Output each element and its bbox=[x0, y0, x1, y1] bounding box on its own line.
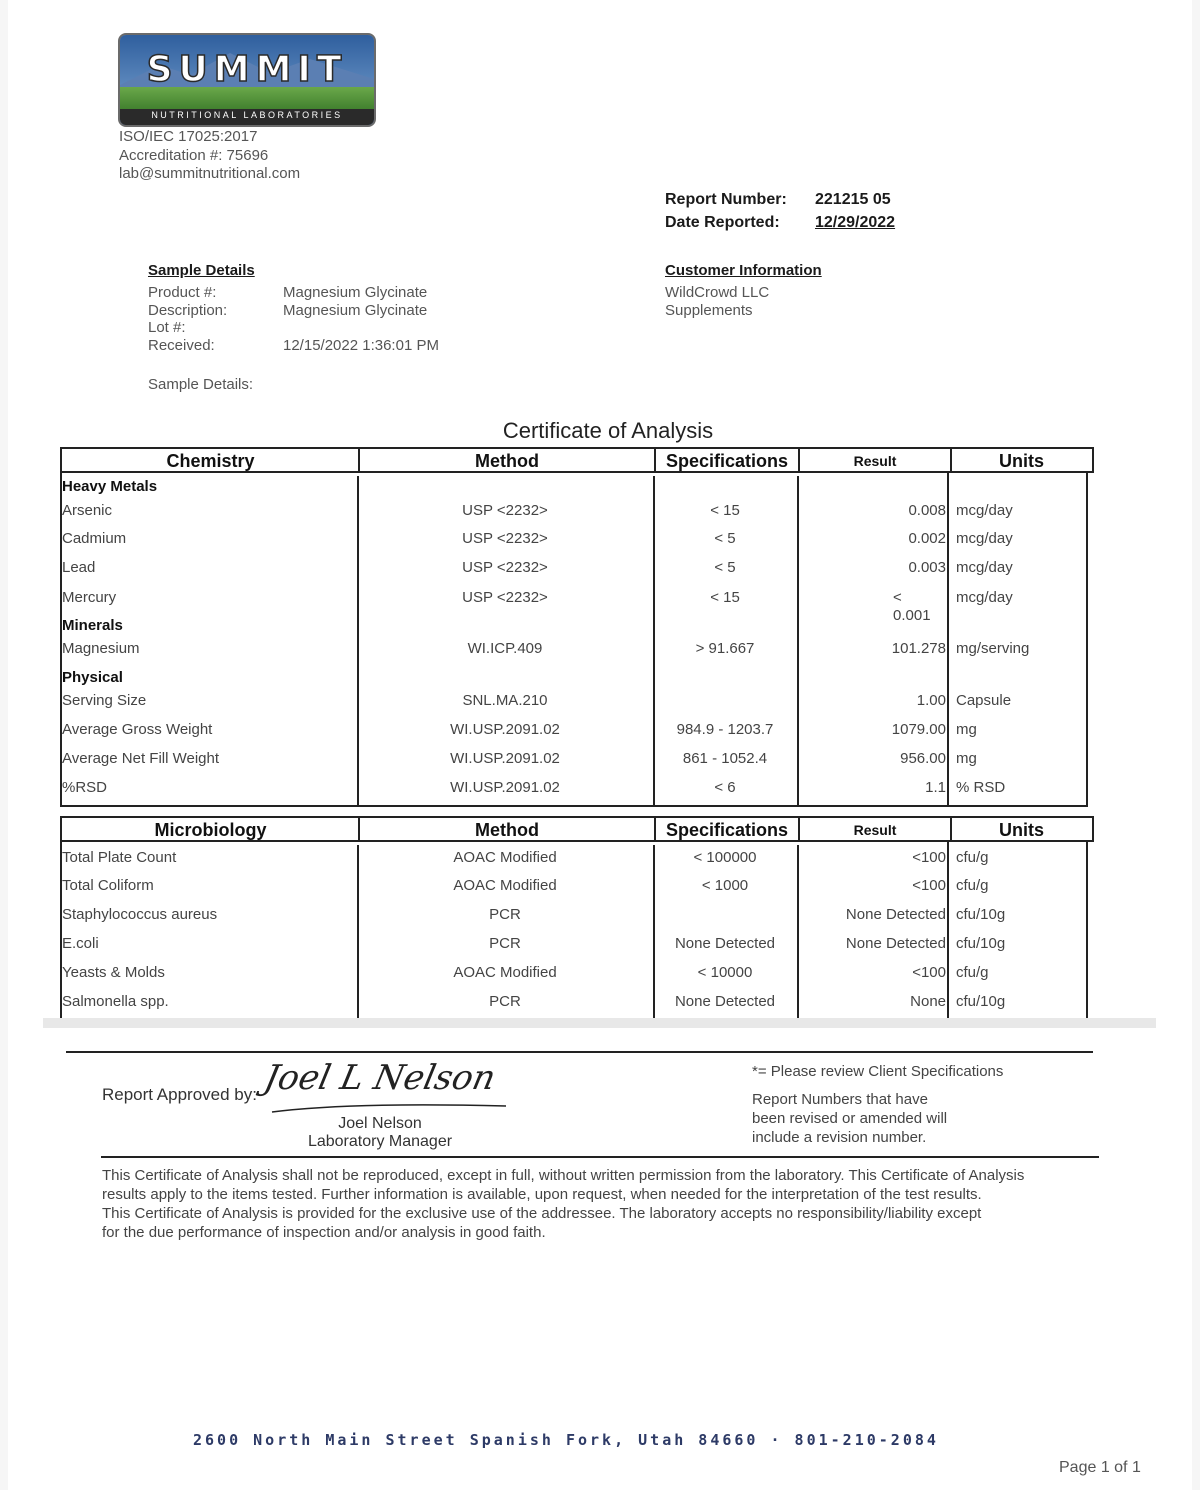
method-cell: WI.USP.2091.02 bbox=[450, 721, 560, 738]
section-heading: Minerals bbox=[62, 617, 123, 634]
revision-note-line: been revised or amended will bbox=[752, 1110, 948, 1127]
table-row bbox=[0, 530, 1200, 550]
units-cell: mcg/day bbox=[956, 502, 1013, 519]
spec-cell: < 5 bbox=[714, 530, 736, 547]
spec-cell: 984.9 - 1203.7 bbox=[676, 721, 774, 738]
result-cell: 1079.00 bbox=[891, 721, 946, 738]
table-row bbox=[0, 502, 1200, 522]
units-cell: cfu/10g bbox=[956, 935, 1006, 952]
description-label: Description: bbox=[148, 301, 228, 319]
result-cell: None Detected bbox=[845, 906, 946, 923]
result-cell-cont: 0.001 bbox=[893, 607, 931, 624]
client-spec-note: *= Please review Client Specifications bbox=[752, 1063, 1004, 1080]
logo-name: SUMMIT bbox=[146, 49, 348, 90]
approved-by-label: Report Approved by: bbox=[102, 1085, 257, 1104]
analyte-name: Total Plate Count bbox=[62, 849, 177, 866]
disclaimer bbox=[102, 1166, 1024, 1242]
certificate-title: Certificate of Analysis bbox=[502, 418, 714, 443]
table-row bbox=[0, 993, 1200, 1013]
result-cell: 0.008 bbox=[908, 502, 946, 519]
header-divider bbox=[798, 818, 800, 840]
method-cell: USP <2232> bbox=[462, 559, 548, 576]
header-analyte: Microbiology bbox=[154, 820, 267, 840]
table-row bbox=[0, 964, 1200, 984]
received-label: Received: bbox=[148, 336, 215, 354]
lab-address: 2600 North Main Street Spanish Fork, Utah 84660 · 801-210-2084 bbox=[193, 1431, 939, 1449]
analyte-name: Mercury bbox=[62, 589, 117, 606]
analyte-name: Average Net Fill Weight bbox=[62, 750, 220, 767]
analyte-name: Magnesium bbox=[62, 640, 140, 657]
date-reported: 12/29/2022 bbox=[815, 214, 896, 231]
lot-value bbox=[283, 319, 439, 337]
method-cell: WI.ICP.409 bbox=[467, 640, 543, 657]
customer-info bbox=[665, 284, 769, 320]
disclaimer-line: This Certificate of Analysis shall not be reproduced, except in full, without written permission from the laboratory. This Certificate of Analysis bbox=[102, 1167, 1025, 1184]
units-cell: mcg/day bbox=[956, 589, 1013, 606]
result-cell: <100 bbox=[912, 964, 946, 981]
sample-details-label: Sample Details: bbox=[148, 376, 254, 393]
table-row bbox=[0, 750, 1200, 770]
units-cell: mg bbox=[956, 721, 977, 738]
analyte-name: Cadmium bbox=[62, 530, 127, 547]
customer-info-heading: Customer Information bbox=[665, 262, 822, 279]
header-divider bbox=[950, 818, 952, 840]
sample-labels bbox=[148, 284, 227, 354]
table-bottom-border bbox=[60, 805, 1088, 807]
lab-info bbox=[119, 128, 300, 184]
method-cell: SNL.MA.210 bbox=[462, 692, 548, 709]
units-cell: mg bbox=[956, 750, 977, 767]
method-cell: WI.USP.2091.02 bbox=[450, 750, 560, 767]
customer-type: Supplements bbox=[665, 302, 753, 319]
customer-name: WildCrowd LLC bbox=[665, 284, 770, 301]
method-cell: AOAC Modified bbox=[453, 849, 557, 866]
revision-note-line: Report Numbers that have bbox=[752, 1091, 928, 1108]
divider-top bbox=[66, 1051, 1093, 1053]
disclaimer-line: This Certificate of Analysis is provided for the exclusive use of the addressee. The laboratory accepts no responsibility/liability except bbox=[102, 1205, 982, 1222]
header-method: Method bbox=[475, 451, 539, 471]
section-heading: Heavy Metals bbox=[62, 478, 158, 495]
analyte-name: Yeasts & Molds bbox=[62, 964, 165, 981]
units-cell: cfu/g bbox=[956, 849, 989, 866]
header-units: Units bbox=[999, 820, 1044, 840]
header-divider bbox=[358, 818, 360, 840]
units-cell: cfu/g bbox=[956, 877, 989, 894]
result-cell: 1.00 bbox=[916, 692, 946, 709]
approver-title: Laboratory Manager bbox=[307, 1133, 453, 1150]
method-cell: USP <2232> bbox=[462, 502, 548, 519]
analyte-name: Total Coliform bbox=[62, 877, 154, 894]
method-cell: USP <2232> bbox=[462, 530, 548, 547]
spec-cell: < 10000 bbox=[697, 964, 753, 981]
units-cell: cfu/10g bbox=[956, 993, 1006, 1010]
analyte-name: Lead bbox=[62, 559, 96, 576]
header-spec: Specifications bbox=[665, 820, 789, 840]
header-result: Result bbox=[853, 453, 897, 469]
signature: Joel L Nelson bbox=[260, 1058, 500, 1098]
product-value: Magnesium Glycinate bbox=[283, 284, 428, 301]
header-divider bbox=[654, 818, 656, 840]
spec-cell: < 5 bbox=[714, 559, 736, 576]
table-row bbox=[0, 640, 1200, 660]
header-divider bbox=[798, 449, 800, 471]
units-cell: mcg/day bbox=[956, 559, 1013, 576]
spec-cell: None Detected bbox=[674, 993, 776, 1010]
result-cell: <100 bbox=[912, 877, 946, 894]
analyte-name: Staphylococcus aureus bbox=[62, 906, 218, 923]
header-units: Units bbox=[999, 451, 1044, 471]
approver-name: Joel Nelson bbox=[338, 1115, 422, 1132]
header-divider bbox=[950, 449, 952, 471]
scan-shadow bbox=[43, 1018, 1156, 1028]
revision-note-line: include a revision number. bbox=[752, 1129, 927, 1146]
analyte-name: E.coli bbox=[62, 935, 99, 952]
disclaimer-line: for the due performance of inspection and/or analysis in good faith. bbox=[102, 1224, 546, 1241]
header-spec: Specifications bbox=[665, 451, 789, 471]
method-cell: WI.USP.2091.02 bbox=[450, 779, 560, 796]
header-analyte: Chemistry bbox=[166, 451, 255, 471]
table-row bbox=[0, 849, 1200, 869]
analyte-name: Arsenic bbox=[62, 502, 113, 519]
spec-cell: 861 - 1052.4 bbox=[682, 750, 768, 767]
table-row bbox=[0, 692, 1200, 712]
units-cell: mg/serving bbox=[956, 640, 1030, 657]
report-meta bbox=[665, 188, 895, 234]
analyte-name: Average Gross Weight bbox=[62, 721, 213, 738]
result-cell: 0.002 bbox=[908, 530, 946, 547]
spec-cell: < 1000 bbox=[701, 877, 749, 894]
lot-label: Lot #: bbox=[148, 319, 186, 336]
analyte-name: %RSD bbox=[62, 779, 108, 796]
table-row bbox=[0, 779, 1200, 799]
spec-cell: < 100000 bbox=[693, 849, 757, 866]
units-cell: cfu/10g bbox=[956, 906, 1006, 923]
header-result: Result bbox=[853, 822, 897, 838]
result-cell: None Detected bbox=[845, 935, 946, 952]
units-cell: % RSD bbox=[956, 779, 1006, 796]
received-value: 12/15/2022 1:36:01 PM bbox=[283, 336, 439, 354]
table-row bbox=[0, 589, 1200, 624]
analyte-name: Serving Size bbox=[62, 692, 147, 709]
sample-details-heading: Sample Details bbox=[148, 262, 255, 279]
lab-email: lab@summitnutritional.com bbox=[119, 165, 301, 182]
method-cell: PCR bbox=[489, 935, 521, 952]
spec-cell: None Detected bbox=[674, 935, 776, 952]
description-value: Magnesium Glycinate bbox=[283, 301, 428, 319]
result-cell: 956.00 bbox=[900, 750, 946, 767]
divider-bottom bbox=[101, 1156, 1099, 1158]
method-cell: AOAC Modified bbox=[453, 877, 557, 894]
table-row bbox=[0, 721, 1200, 741]
logo-subtitle: NUTRITIONAL LABORATORIES bbox=[151, 110, 343, 120]
header-divider bbox=[654, 449, 656, 471]
iso-standard: ISO/IEC 17025:2017 bbox=[119, 128, 258, 145]
page-number: Page 1 of 1 bbox=[1059, 1459, 1141, 1476]
method-cell: USP <2232> bbox=[462, 589, 548, 606]
units-cell: Capsule bbox=[956, 692, 1012, 709]
units-cell: mcg/day bbox=[956, 530, 1013, 547]
date-reported-label: Date Reported: bbox=[665, 214, 780, 231]
analyte-name: Salmonella spp. bbox=[62, 993, 169, 1010]
table-header bbox=[60, 816, 1094, 842]
header-divider bbox=[358, 449, 360, 471]
method-cell: PCR bbox=[489, 993, 521, 1010]
result-cell: 101.278 bbox=[891, 640, 946, 657]
product-label: Product #: bbox=[148, 284, 217, 301]
result-cell: 1.1 bbox=[925, 779, 946, 796]
header-method: Method bbox=[475, 820, 539, 840]
summit-logo bbox=[118, 33, 376, 127]
report-number-label: Report Number: bbox=[665, 191, 787, 208]
method-cell: AOAC Modified bbox=[453, 964, 557, 981]
approver-info bbox=[230, 1115, 530, 1151]
units-cell: cfu/g bbox=[956, 964, 989, 981]
accreditation-number: Accreditation #: 75696 bbox=[119, 146, 269, 164]
table-row bbox=[0, 935, 1200, 955]
method-cell: PCR bbox=[489, 906, 521, 923]
table-row bbox=[0, 877, 1200, 897]
document-page bbox=[8, 0, 1192, 1490]
table-row bbox=[0, 559, 1200, 579]
result-cell: < bbox=[893, 589, 902, 606]
result-cell: 0.003 bbox=[908, 559, 946, 576]
revision-note bbox=[752, 1090, 947, 1147]
spec-cell: < 15 bbox=[710, 502, 740, 519]
sample-values bbox=[283, 284, 439, 354]
table-header bbox=[60, 447, 1094, 473]
result-cell: <100 bbox=[912, 849, 946, 866]
spec-cell: < 6 bbox=[714, 779, 736, 796]
section-heading: Physical bbox=[62, 669, 123, 686]
report-number: 221215 05 bbox=[815, 191, 891, 208]
spec-cell: < 15 bbox=[710, 589, 740, 606]
spec-cell: > 91.667 bbox=[695, 640, 755, 657]
disclaimer-line: results apply to the items tested. Further information is available, upon request, when needed for the interpretation of the test results. bbox=[102, 1186, 982, 1203]
result-cell: None bbox=[910, 993, 946, 1010]
table-row bbox=[0, 906, 1200, 926]
